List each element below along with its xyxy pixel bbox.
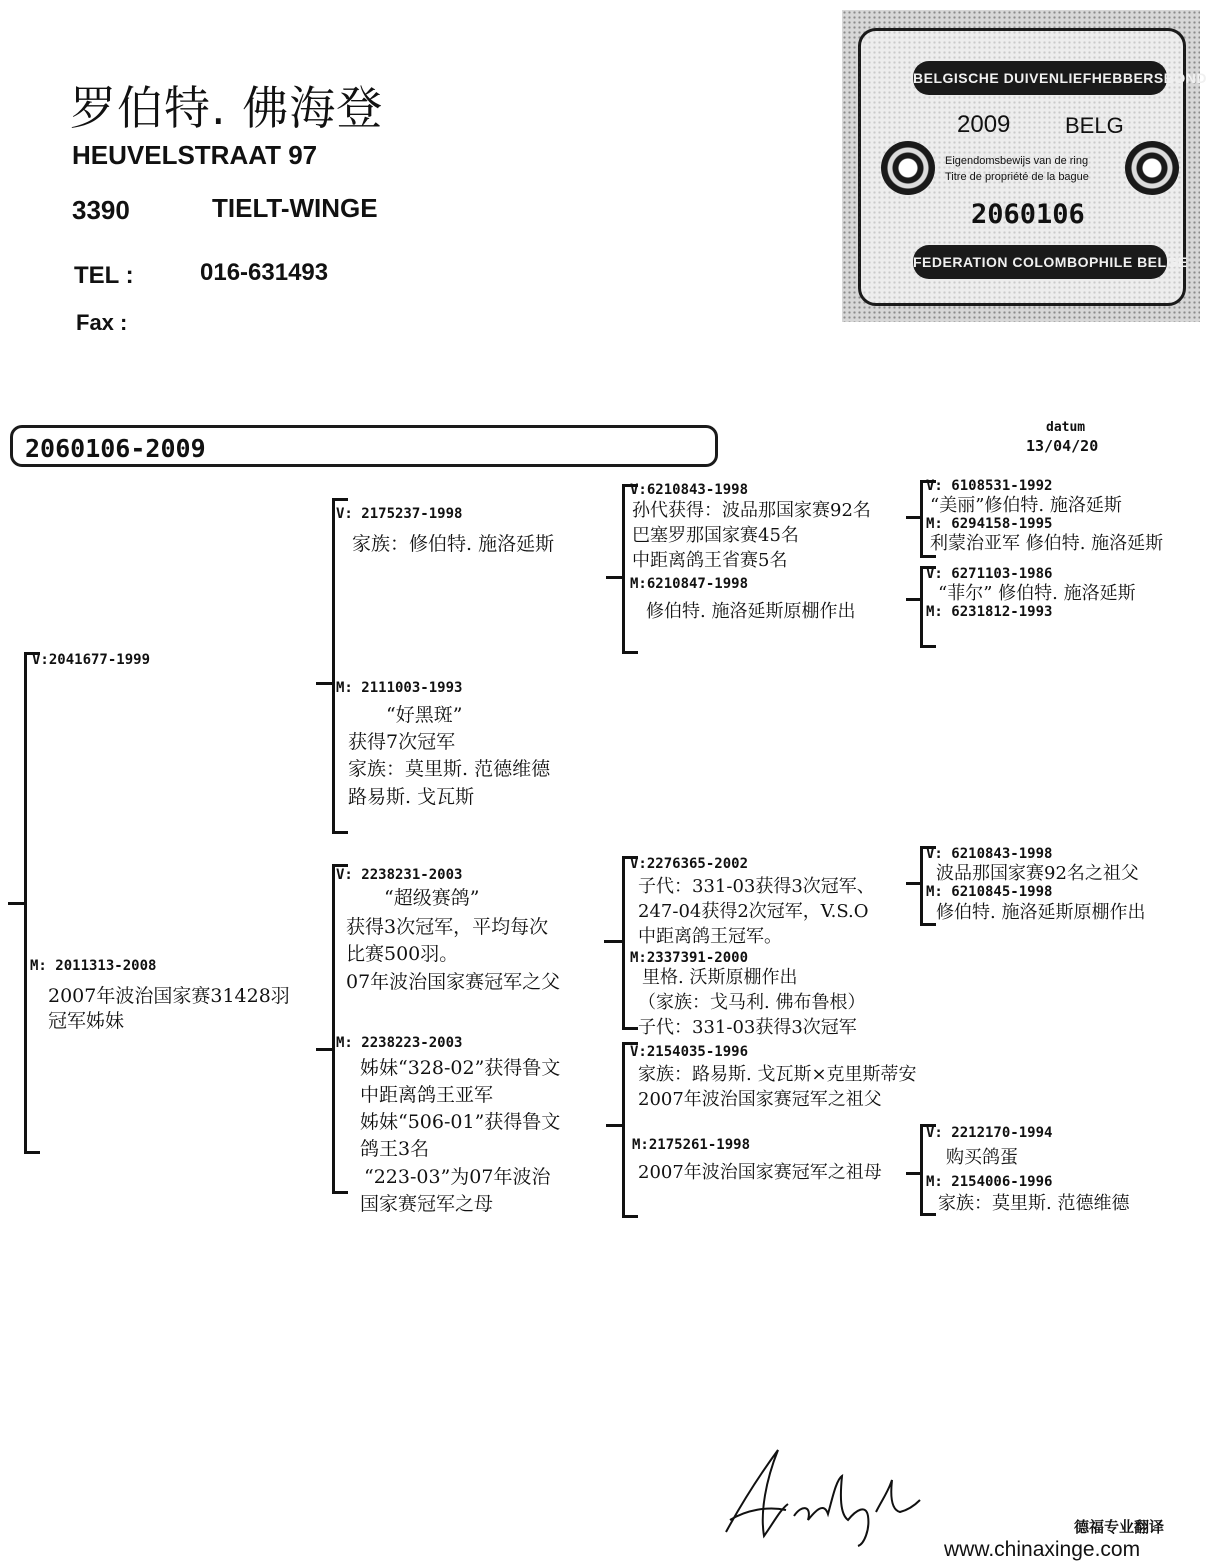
card-country: BELG <box>1065 113 1124 138</box>
gen2-sd-id: M: 2111003-1993 <box>336 680 463 696</box>
gen2-dd-note: “223-03”为07年波治 <box>364 1166 551 1188</box>
gen4-dddd-id: M: 2154006-1996 <box>926 1174 1053 1190</box>
gen4-ssds-id: V: 6271103-1986 <box>926 566 1053 582</box>
gen2-dd-note: 姊妹“328-02”获得鲁文 <box>360 1057 561 1079</box>
gen2-ss-note: 家族：修伯特. 施洛延斯 <box>352 533 555 555</box>
card-left-emblem-icon <box>881 141 935 195</box>
gen2-ds-connector <box>604 940 624 943</box>
datum-value: 13/04/20 <box>1026 437 1099 455</box>
gen4-dssd-id: M: 6210845-1998 <box>926 884 1053 900</box>
gen1-dam-note: 冠军姊妹 <box>48 1010 125 1032</box>
gen2-ss-id: V: 2175237-1998 <box>336 506 463 522</box>
gen3-dds-note: 2007年波治国家赛冠军之祖父 <box>638 1089 882 1110</box>
gen2-ds-id: V: 2238231-2003 <box>336 867 463 883</box>
gen3-dds-id: V:2154035-1996 <box>630 1044 749 1060</box>
gen4-ssds-note: “菲尔” 修伯特. 施洛延斯 <box>938 583 1136 604</box>
gen3-bottom-bracket <box>622 1042 638 1218</box>
signature-image <box>716 1440 926 1550</box>
gen4-dsss-note: 波品那国家赛92名之祖父 <box>936 863 1139 884</box>
owner-postcode: 3390 <box>72 195 130 225</box>
gen2-sd-note: “好黑斑” <box>386 704 463 726</box>
card-ring-number: 2060106 <box>971 199 1085 230</box>
owner-city: TIELT-WINGE <box>212 193 378 223</box>
gen3-dss-id: V:2276365-2002 <box>630 856 749 872</box>
gen2-ds-note: 07年波治国家赛冠军之父 <box>346 971 561 993</box>
gen4-ssdd-id: M: 6231812-1993 <box>926 604 1053 620</box>
gen2-sd-note: 路易斯. 戈瓦斯 <box>348 786 475 808</box>
gen3-sss-id: V:6210843-1998 <box>630 482 749 498</box>
gen3-dds-note: 家族：路易斯. 戈瓦斯×克里斯蒂安 <box>638 1064 917 1085</box>
gen4-dsss-id: V: 6210843-1998 <box>926 846 1053 862</box>
gen3-dsd-id: M:2337391-2000 <box>630 950 749 966</box>
gen2-dd-note: 国家赛冠军之母 <box>360 1193 494 1215</box>
gen3-mid-bracket <box>622 856 638 1030</box>
gen2-dd-id: M: 2238223-2003 <box>336 1035 463 1051</box>
card-top-banner: BELGISCHE DUIVENLIEFHEBBERSBOND <box>913 61 1167 95</box>
gen3-sss-note: 中距离鸽王省赛5名 <box>632 550 788 571</box>
card-frame <box>858 28 1207 306</box>
fax-label: Fax : <box>76 310 128 335</box>
gen1-dam-id: M: 2011313-2008 <box>30 958 157 974</box>
tel-label: TEL : <box>74 262 134 289</box>
gen4-dddd-note: 家族：莫里斯. 范德维德 <box>938 1193 1130 1214</box>
card-year: 2009 <box>957 111 1011 138</box>
gen2-top-bracket <box>332 498 348 834</box>
gen2-ds-note: 比赛500羽。 <box>346 943 459 965</box>
gen4-sssd-id: M: 6294158-1995 <box>926 516 1053 532</box>
gen3-ssd-id: M:6210847-1998 <box>630 576 749 592</box>
gen4-sssd-note: 利蒙治亚军 修伯特. 施洛延斯 <box>930 533 1164 554</box>
gen2-dd-note: 姊妹“506-01”获得鲁文 <box>360 1111 561 1133</box>
owner-street: HEUVELSTRAAT 97 <box>72 140 318 170</box>
gen4-ddds-id: V: 2212170-1994 <box>926 1125 1053 1141</box>
datum-label: datum <box>1046 420 1086 435</box>
gen1-dam-note: 2007年波治国家赛31428羽 <box>48 985 290 1007</box>
gen4-ssss-id: V: 6108531-1992 <box>926 478 1053 494</box>
gen2-dd-note: 鸽王3名 <box>360 1138 430 1160</box>
translator-brand: 德福专业翻译 <box>1074 1518 1165 1536</box>
gen3-ddd-id: M:2175261-1998 <box>632 1137 751 1153</box>
gen2-sd-note: 获得7次冠军 <box>348 731 456 753</box>
card-line1: Eigendomsbewijs van de ring <box>945 155 1089 167</box>
gen3-dss-note: 子代：331-03获得3次冠军、 <box>638 876 875 897</box>
gen2-dd-note: 中距离鸽王亚军 <box>360 1084 494 1106</box>
gen3-sss-note: 孙代获得：波品那国家赛92名 <box>632 500 871 521</box>
gen1-bracket <box>24 652 40 1154</box>
card-line2: Titre de propriété de la bague <box>945 171 1089 183</box>
gen1-sire-id: V:2041677-1999 <box>32 652 151 668</box>
gen2-bottom-bracket <box>332 864 348 1194</box>
pedigree-title: 2060106-2009 <box>25 434 206 463</box>
owner-name: 罗伯特. 佛海登 <box>70 81 384 135</box>
gen2-ds-note: 获得3次冠军，平均每次 <box>346 916 549 938</box>
gen4-ssss-note: “美丽”修伯特. 施洛延斯 <box>930 495 1122 516</box>
pedigree-title-box <box>10 425 718 467</box>
gen3-dss-note: 247-04获得2次冠军，V.S.O <box>638 901 869 922</box>
website-watermark: www.chinaxinge.com <box>944 1538 1141 1561</box>
gen4-dssd-note: 修伯特. 施洛延斯原棚作出 <box>936 902 1146 923</box>
gen3-ssd-note: 修伯特. 施洛延斯原棚作出 <box>646 601 856 622</box>
gen2-sd-note: 家族：莫里斯. 范德维德 <box>348 758 551 780</box>
gen2-ds-note: “超级赛鸽” <box>384 887 480 909</box>
card-bottom-banner: FEDERATION COLOMBOPHILE BELGE <box>913 245 1167 279</box>
gen3-dsd-note: 子代：331-03获得3次冠军 <box>638 1017 857 1038</box>
gen3-dss-note: 中距离鸽王冠军。 <box>638 926 782 947</box>
tel-number: 016-631493 <box>200 259 329 286</box>
gen3-dsd-note: 里格. 沃斯原棚作出 <box>642 967 798 988</box>
gen3-dsd-note: （家族：戈马利. 佛布鲁根） <box>638 992 866 1013</box>
gen3-sss-note: 巴塞罗那国家赛45名 <box>632 525 799 546</box>
ring-ownership-card <box>842 10 1207 322</box>
card-crown-emblem-icon <box>1125 141 1179 195</box>
gen3-ddd-note: 2007年波治国家赛冠军之祖母 <box>638 1162 882 1183</box>
gen4-ddds-note: 购买鸽蛋 <box>946 1147 1018 1168</box>
